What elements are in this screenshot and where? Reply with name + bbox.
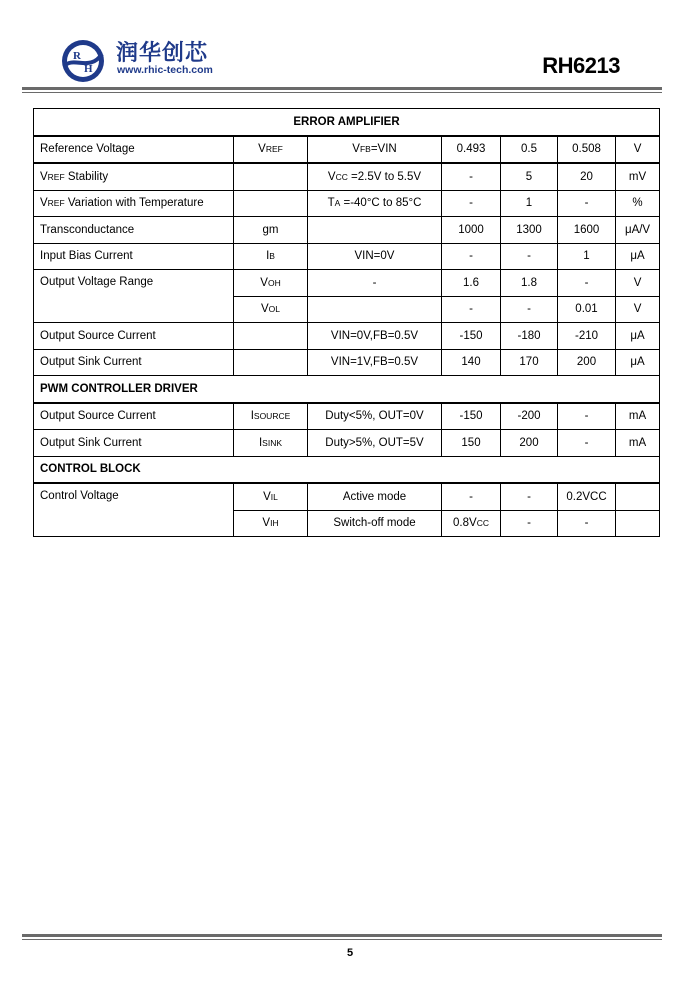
unit-cell	[616, 510, 660, 537]
max-cell: 1600	[558, 217, 616, 244]
min-cell: 1000	[442, 217, 501, 244]
section-row	[34, 109, 660, 136]
max-cell: 200	[558, 349, 616, 376]
page-header	[0, 0, 700, 100]
unit-cell: μA/V	[616, 217, 660, 244]
unit-cell: mV	[616, 163, 660, 190]
table-row	[34, 403, 660, 430]
typ-cell: 1300	[501, 217, 558, 244]
table-row	[34, 163, 660, 190]
table-row	[34, 243, 660, 270]
typ-cell: 200	[501, 430, 558, 457]
unit-cell: μA	[616, 349, 660, 376]
table-row	[34, 136, 660, 164]
symbol-cell: ISINK	[234, 430, 308, 457]
brand-url[interactable]: www.rhic-tech.com	[117, 64, 213, 76]
condition-cell: Active mode	[308, 483, 442, 510]
condition-cell: Duty>5%, OUT=5V	[308, 430, 442, 457]
typ-cell: 170	[501, 349, 558, 376]
unit-cell: %	[616, 190, 660, 217]
condition-cell: TA =-40°C to 85°C	[308, 190, 442, 217]
footer-rule	[22, 934, 662, 937]
typ-cell: 1	[501, 190, 558, 217]
symbol-cell: VREF	[234, 136, 308, 164]
table-row	[34, 217, 660, 244]
param-cell: Output Source Current	[34, 323, 234, 350]
typ-cell: -180	[501, 323, 558, 350]
max-cell: -	[558, 190, 616, 217]
symbol-cell: IB	[234, 243, 308, 270]
section-title-control-block: CONTROL BLOCK	[34, 456, 660, 483]
symbol-cell: ISOURCE	[234, 403, 308, 430]
condition-cell: VIN=0V,FB=0.5V	[308, 323, 442, 350]
condition-cell: VIN=1V,FB=0.5V	[308, 349, 442, 376]
typ-cell: 0.5	[501, 136, 558, 164]
min-cell: -	[442, 243, 501, 270]
max-cell: 0.01	[558, 296, 616, 323]
typ-cell: -	[501, 243, 558, 270]
min-cell: -150	[442, 323, 501, 350]
condition-cell	[308, 296, 442, 323]
param-cell: Output Voltage Range	[34, 270, 234, 323]
symbol-cell: VOH	[234, 270, 308, 297]
electrical-characteristics-table	[33, 108, 660, 537]
param-cell: Output Sink Current	[34, 430, 234, 457]
typ-cell: -	[501, 510, 558, 537]
company-logo	[60, 38, 106, 84]
condition-cell: Duty<5%, OUT=0V	[308, 403, 442, 430]
min-cell: -	[442, 296, 501, 323]
min-cell: -	[442, 483, 501, 510]
param-cell: Reference Voltage	[34, 136, 234, 164]
max-cell: 0.2VCC	[558, 483, 616, 510]
symbol-cell	[234, 323, 308, 350]
condition-cell: VCC =2.5V to 5.5V	[308, 163, 442, 190]
table-row	[34, 483, 660, 510]
param-cell: Control Voltage	[34, 483, 234, 537]
min-cell: 1.6	[442, 270, 501, 297]
page-number: 5	[346, 947, 354, 959]
condition-cell: VIN=0V	[308, 243, 442, 270]
min-cell: 150	[442, 430, 501, 457]
max-cell: -	[558, 510, 616, 537]
symbol-cell	[234, 349, 308, 376]
table-row	[34, 270, 660, 297]
symbol-cell	[234, 190, 308, 217]
unit-cell: V	[616, 270, 660, 297]
typ-cell: -	[501, 483, 558, 510]
min-cell: 0.8VCC	[442, 510, 501, 537]
param-cell: Output Source Current	[34, 403, 234, 430]
max-cell: 0.508	[558, 136, 616, 164]
max-cell: 1	[558, 243, 616, 270]
condition-cell: -	[308, 270, 442, 297]
symbol-cell: VIL	[234, 483, 308, 510]
min-cell: -150	[442, 403, 501, 430]
logo-letter-h: H	[84, 63, 93, 75]
max-cell: -210	[558, 323, 616, 350]
max-cell: -	[558, 430, 616, 457]
header-rule-thin	[22, 92, 662, 93]
footer-rule-thin	[22, 939, 662, 940]
part-number: RH6213	[542, 53, 620, 78]
table-row	[34, 430, 660, 457]
max-cell: -	[558, 270, 616, 297]
unit-cell: mA	[616, 430, 660, 457]
table-row	[34, 349, 660, 376]
unit-cell: V	[616, 296, 660, 323]
brand-name-cn: 润华创芯	[116, 41, 209, 66]
unit-cell	[616, 483, 660, 510]
max-cell: 20	[558, 163, 616, 190]
symbol-cell: VIH	[234, 510, 308, 537]
unit-cell: V	[616, 136, 660, 164]
min-cell: 140	[442, 349, 501, 376]
param-cell: VREF Variation with Temperature	[34, 190, 234, 217]
typ-cell: -	[501, 296, 558, 323]
table-row	[34, 190, 660, 217]
typ-cell: 1.8	[501, 270, 558, 297]
typ-cell: 5	[501, 163, 558, 190]
symbol-cell: gm	[234, 217, 308, 244]
min-cell: 0.493	[442, 136, 501, 164]
section-title-pwm-driver: PWM CONTROLLER DRIVER	[34, 376, 660, 403]
param-cell: Input Bias Current	[34, 243, 234, 270]
unit-cell: μA	[616, 243, 660, 270]
section-row	[34, 376, 660, 403]
param-cell: VREF Stability	[34, 163, 234, 190]
unit-cell: μA	[616, 323, 660, 350]
symbol-cell	[234, 163, 308, 190]
param-cell: Output Sink Current	[34, 349, 234, 376]
condition-cell: VFB=VIN	[308, 136, 442, 164]
logo-letter-r: R	[73, 50, 81, 62]
unit-cell: mA	[616, 403, 660, 430]
condition-cell	[308, 217, 442, 244]
max-cell: -	[558, 403, 616, 430]
min-cell: -	[442, 163, 501, 190]
section-title-error-amplifier: ERROR AMPLIFIER	[34, 109, 660, 136]
header-rule	[22, 87, 662, 90]
param-cell: Transconductance	[34, 217, 234, 244]
condition-cell: Switch-off mode	[308, 510, 442, 537]
table-row	[34, 323, 660, 350]
section-row	[34, 456, 660, 483]
typ-cell: -200	[501, 403, 558, 430]
min-cell: -	[442, 190, 501, 217]
symbol-cell: VOL	[234, 296, 308, 323]
